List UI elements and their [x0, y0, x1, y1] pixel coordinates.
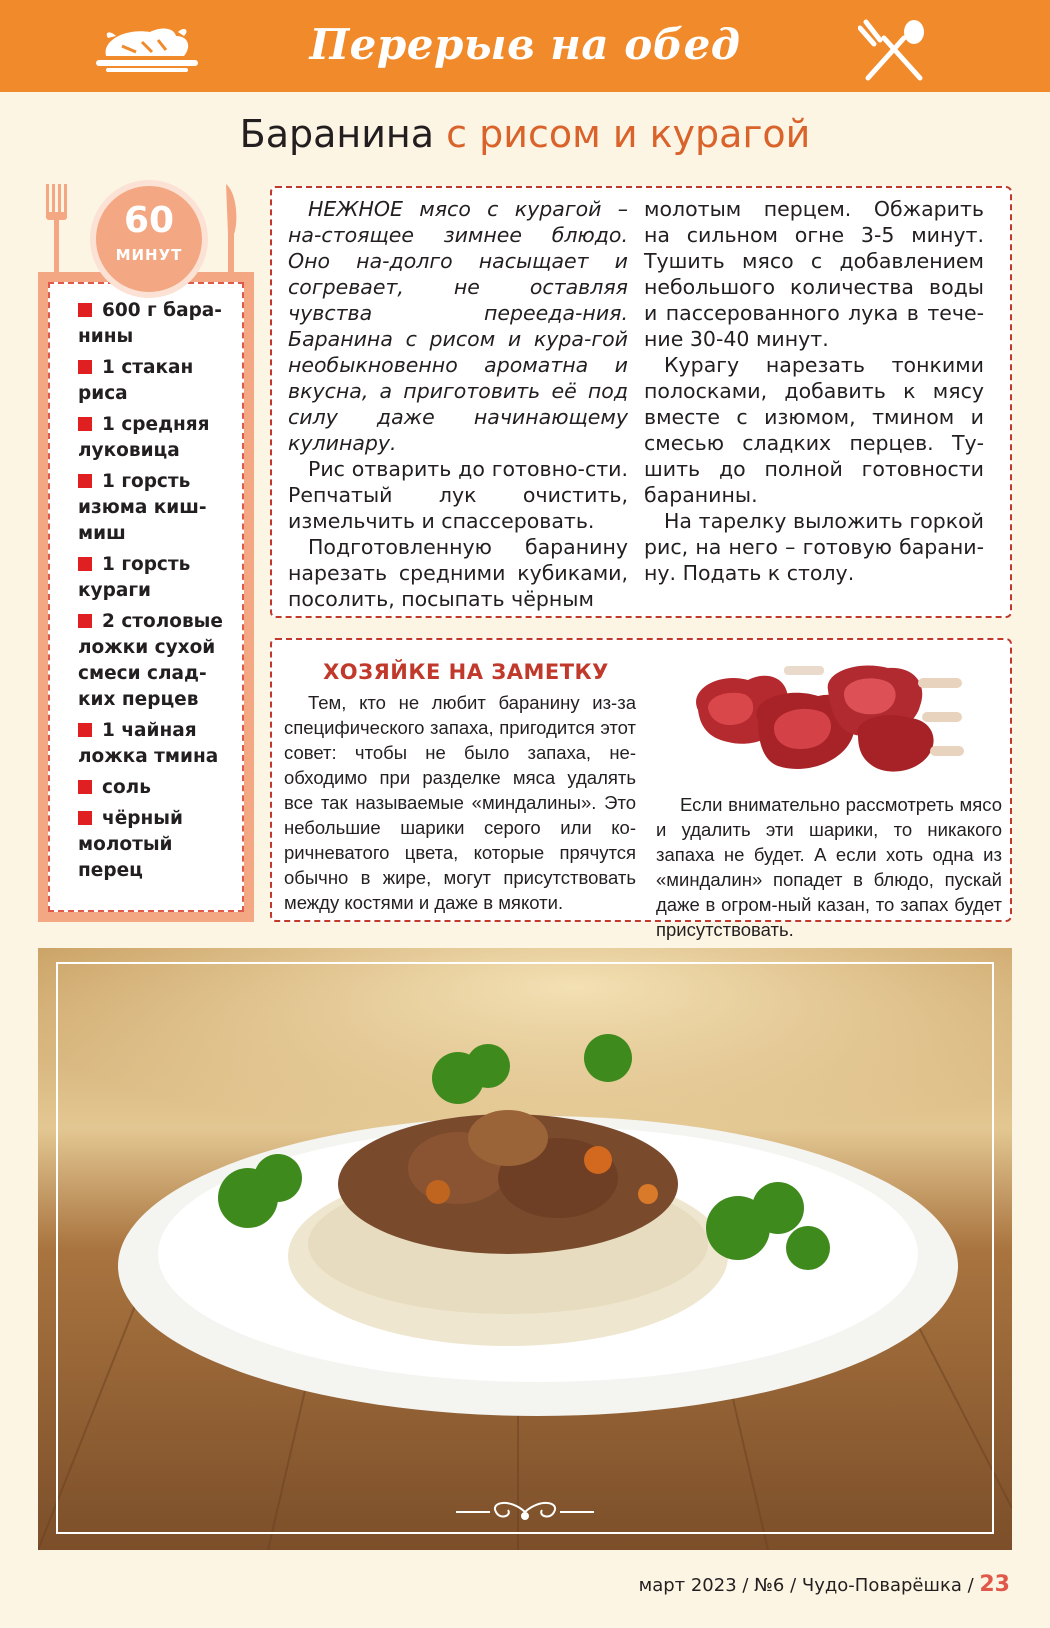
bullet-icon: [78, 360, 92, 374]
article-intro: НЕЖНОЕ мясо с курагой – на-стоящее зимнее блюдо. Оно на-долго насыщает и согревает, не оставляя чувства переедa-ния. Баранина с рисом и кура-гой необыкновенно ароматна и вкусна, а приготовить её под силу даже начинающему кулинару.: [288, 197, 628, 455]
recipe-title: [0, 112, 1050, 156]
ingredients-card: [48, 282, 244, 912]
article-column-2: [644, 196, 984, 586]
raw-lamb-chops-image: [678, 650, 968, 788]
recipe-title-main: Баранина: [239, 112, 435, 156]
page-number: 23: [979, 1572, 1010, 1597]
ingredients-list: [80, 298, 234, 884]
bullet-icon: [78, 723, 92, 737]
ingredient-item: 1 горсть кураги: [78, 554, 191, 601]
ingredient-item: 600 г бара-нины: [78, 300, 222, 347]
ingredient-item: 1 чайная ложка тмина: [78, 720, 219, 767]
bullet-icon: [78, 303, 92, 317]
article-paragraph: Подготовленную баранину нарезать средними кубиками, посолить, посыпать чёрным: [288, 535, 628, 611]
fork-icon: [44, 184, 68, 284]
bullet-icon: [78, 811, 92, 825]
article-paragraph: Рис отварить до готовно-сти. Репчатый лук очистить, измельчить и спассеровать.: [288, 457, 628, 533]
fork-spoon-icon: [858, 18, 930, 84]
cook-time-unit: МИНУТ: [115, 246, 183, 264]
article-column-1: [288, 196, 628, 612]
article-paragraph: молотым перцем. Обжарить на сильном огне 3-5 минут. Тушить мясо с добавлением небольшого количества воды и пассерованного лука в тече-ние 30-40 минут.: [644, 197, 984, 351]
article-paragraph: На тарелку выложить горкой рис, на него – готовую барани-ну. Подать к столу.: [644, 509, 984, 585]
bullet-icon: [78, 780, 92, 794]
ingredient-item: 1 стакан риса: [78, 357, 194, 404]
ingredient-item: 2 столовые ложки сухой смеси слад-ких перцев: [78, 611, 223, 710]
bullet-icon: [78, 417, 92, 431]
cook-time-badge: [90, 180, 208, 298]
bullet-icon: [78, 614, 92, 628]
ingredient-item: соль: [78, 775, 234, 801]
recipe-article: [270, 186, 1012, 618]
ingredient-item: чёрный молотый перец: [78, 808, 183, 881]
tip-box: [270, 638, 1012, 940]
ingredient-item: 1 горсть изюма киш-миш: [78, 471, 207, 544]
bullet-icon: [78, 557, 92, 571]
photo-frame: [56, 962, 994, 1534]
tip-text-right: Если внимательно рассмотреть мясо и удалить эти шарики, то никакого запаха не будет. А если хоть одна из «миндалин» попадет в блюдо, пускай даже в огром-ный казан, то запах будет присутствовать.: [656, 794, 1002, 940]
lamb-with-rice-plate-photo: [38, 948, 1012, 1550]
knife-icon: [222, 184, 240, 284]
ingredient-item: 1 средняя луковица: [78, 414, 210, 461]
cook-time-value: 60: [123, 200, 175, 241]
ornament-icon: [450, 1496, 600, 1528]
bullet-icon: [78, 474, 92, 488]
ingredients-panel: [38, 272, 254, 922]
page-footer: [639, 1572, 1010, 1597]
section-title: Перерыв на обед: [309, 20, 741, 69]
tip-title: ХОЗЯЙКЕ НА ЗАМЕТКУ: [323, 660, 609, 684]
tip-text-left: Тем, кто не любит баранину из-за специфического запаха, пригодится этот совет: чтобы не было запаха, не-обходимо при разделке мяса удалять все так называемые «миндалины». Это небольшие шарики серого или ко-ричневатого цвета, которые прячутся обычно в жире, могут присутствовать между костями и даже в мякоти.: [284, 692, 636, 913]
recipe-title-accent: с рисом и курагой: [446, 112, 811, 156]
article-paragraph: Курагу нарезать тонкими полосками, добавить к мясу вместе с изюмом, тмином и смесью сладких перцев. Ту-шить до полной готовности баранины.: [644, 353, 984, 507]
issue-info: март 2023 / №6 / Чудо-Поварёшка /: [638, 1575, 974, 1596]
